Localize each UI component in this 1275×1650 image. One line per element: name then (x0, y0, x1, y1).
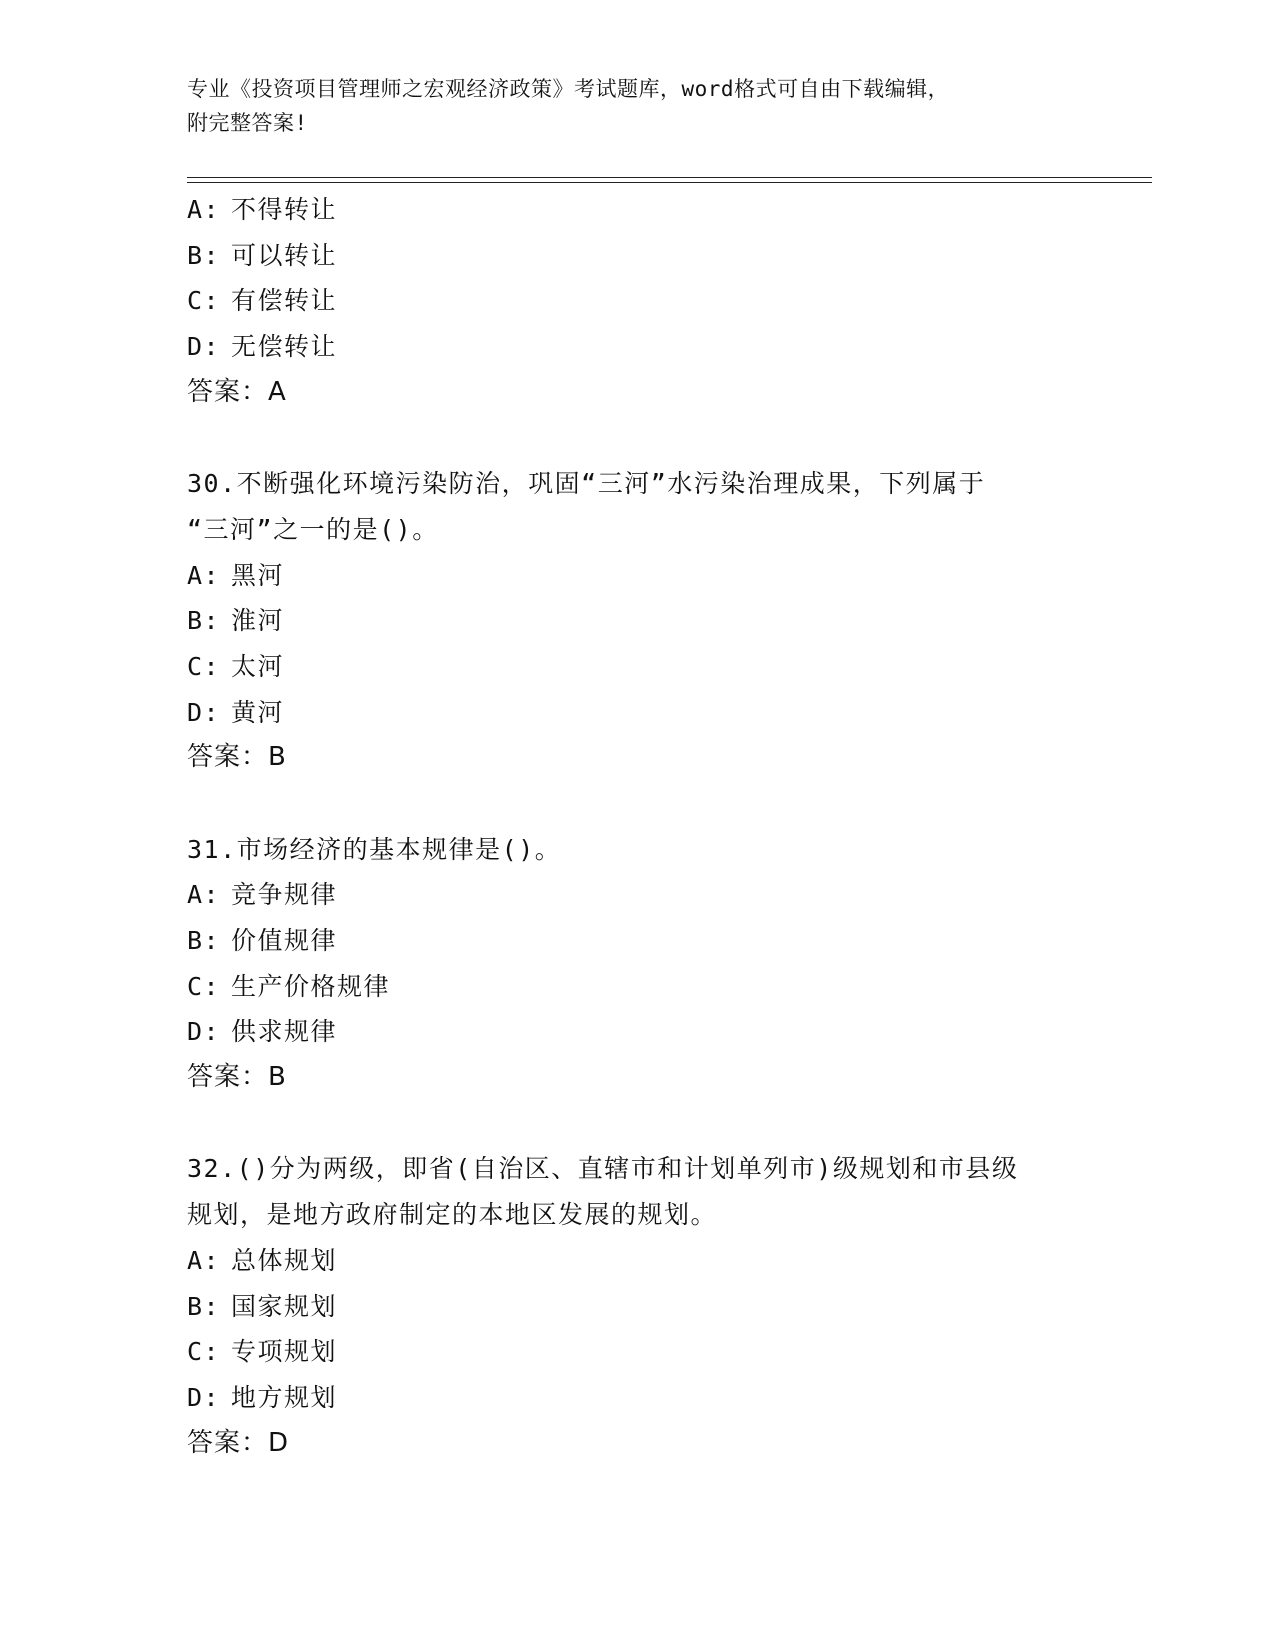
option-a: A: 黑河 (187, 560, 285, 590)
question-block-32 (187, 1146, 1087, 1466)
option-b: B: 淮河 (187, 606, 285, 636)
question-list (187, 187, 1087, 1466)
option-d: D: 地方规划 (187, 1382, 338, 1412)
question-stem-line-2: 规划，是地方政府制定的本地区发展的规划。 (187, 1200, 718, 1230)
document-header (187, 72, 1067, 140)
spacer (187, 1101, 1087, 1147)
question-stem-line-2: “三河”之一的是()。 (187, 514, 439, 544)
option-d: D: 黄河 (187, 697, 285, 727)
option-b: B: 可以转让 (187, 240, 338, 270)
answer-line: 答案：B (187, 1062, 287, 1093)
option-a: A: 总体规划 (187, 1245, 338, 1275)
option-c: C: 有偿转让 (187, 286, 338, 316)
answer-line: 答案：D (187, 1427, 290, 1458)
question-stem-line-1: 30.不断强化环境污染防治，巩固“三河”水污染治理成果，下列属于 (187, 469, 986, 499)
question-block-prev (187, 187, 1087, 415)
option-c: C: 生产价格规律 (187, 971, 391, 1001)
option-d: D: 供求规律 (187, 1017, 338, 1047)
option-c: C: 专项规划 (187, 1337, 338, 1367)
option-d: D: 无偿转让 (187, 332, 338, 362)
answer-line: 答案：A (187, 376, 287, 407)
header-divider-top (187, 177, 1152, 178)
spacer (187, 781, 1087, 827)
header-line-2: 附完整答案! (187, 111, 308, 135)
option-a: A: 竞争规律 (187, 880, 338, 910)
header-line-1: 专业《投资项目管理师之宏观经济政策》考试题库，word格式可自由下载编辑， (187, 77, 950, 101)
question-block-30 (187, 461, 1087, 781)
option-a: A: 不得转让 (187, 195, 338, 224)
question-stem-line-1: 32.()分为两级，即省(自治区、直辖市和计划单列市)级规划和市县级 (187, 1154, 1019, 1184)
header-divider-bottom (187, 182, 1152, 183)
option-b: B: 国家规划 (187, 1291, 338, 1321)
answer-line: 答案：B (187, 742, 287, 773)
question-stem-line-1: 31.市场经济的基本规律是()。 (187, 834, 562, 864)
option-c: C: 太河 (187, 651, 285, 681)
spacer (187, 415, 1087, 461)
question-block-31 (187, 827, 1087, 1101)
option-b: B: 价值规律 (187, 926, 338, 955)
